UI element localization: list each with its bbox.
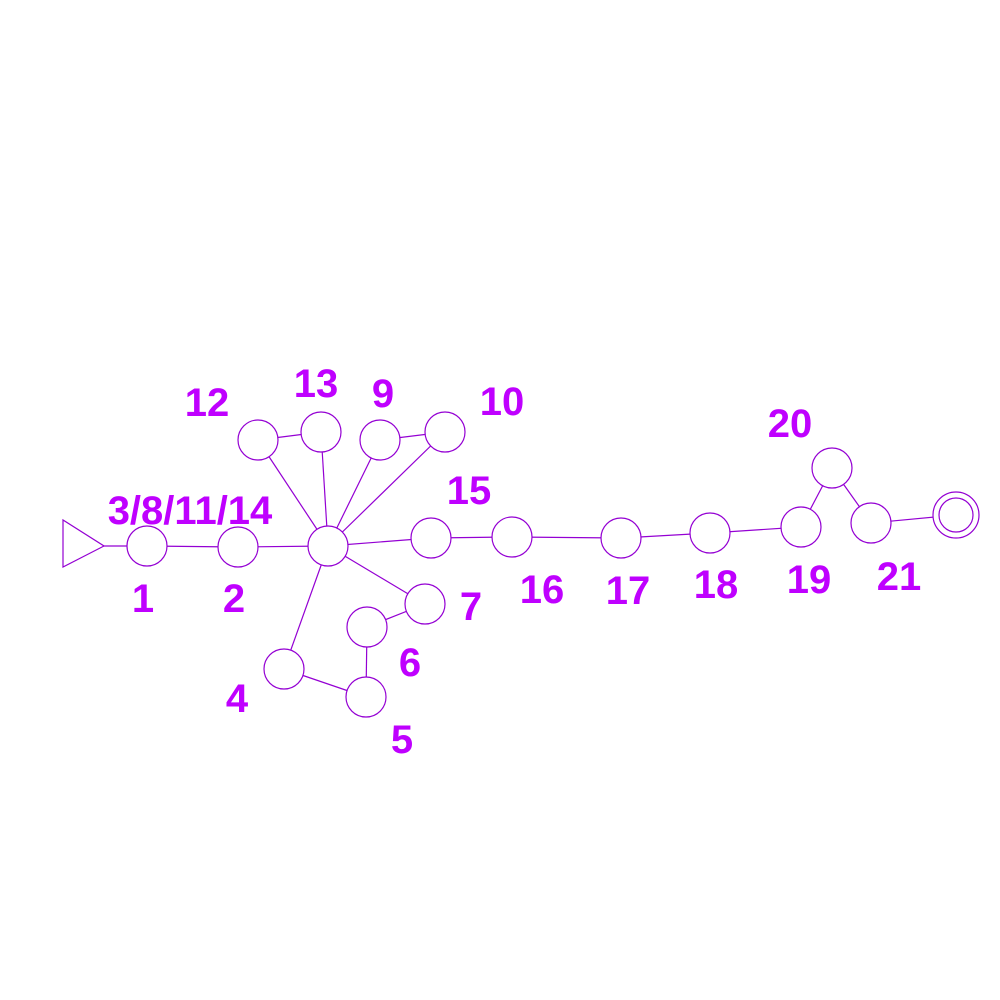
node-label-12: 12 (184, 381, 230, 425)
node-16 (492, 517, 532, 557)
triangle-start-icon (63, 520, 104, 567)
node-label-16: 16 (519, 568, 565, 612)
node-18 (690, 513, 730, 553)
node-label-2: 2 (222, 577, 246, 621)
node-2 (218, 527, 258, 567)
node-label-10: 10 (479, 380, 525, 424)
node-label-hub: 3/8/11/14 (107, 489, 273, 533)
double-circle-end-icon (933, 492, 979, 538)
node-17 (601, 518, 641, 558)
node-7 (405, 584, 445, 624)
node-15 (411, 518, 451, 558)
node-label-20: 20 (767, 402, 813, 446)
node-5 (346, 677, 386, 717)
node-label-6: 6 (398, 641, 422, 685)
node-20 (812, 448, 852, 488)
node-label-15: 15 (446, 469, 492, 513)
node-label-9: 9 (371, 372, 395, 416)
node-19 (781, 507, 821, 547)
node-hub (308, 526, 348, 566)
node-6 (347, 607, 387, 647)
node-label-4: 4 (225, 677, 249, 721)
node-13 (301, 412, 341, 452)
node-label-7: 7 (459, 585, 483, 629)
node-label-1: 1 (131, 577, 155, 621)
node-label-17: 17 (605, 569, 651, 613)
node-label-13: 13 (293, 362, 339, 406)
node-12 (238, 420, 278, 460)
node-label-5: 5 (390, 718, 414, 762)
node-9 (360, 420, 400, 460)
nodes-layer (63, 412, 979, 717)
node-21 (851, 503, 891, 543)
node-4 (264, 649, 304, 689)
node-label-21: 21 (876, 555, 922, 599)
node-label-19: 19 (786, 558, 832, 602)
node-label-18: 18 (693, 563, 739, 607)
node-10 (425, 412, 465, 452)
